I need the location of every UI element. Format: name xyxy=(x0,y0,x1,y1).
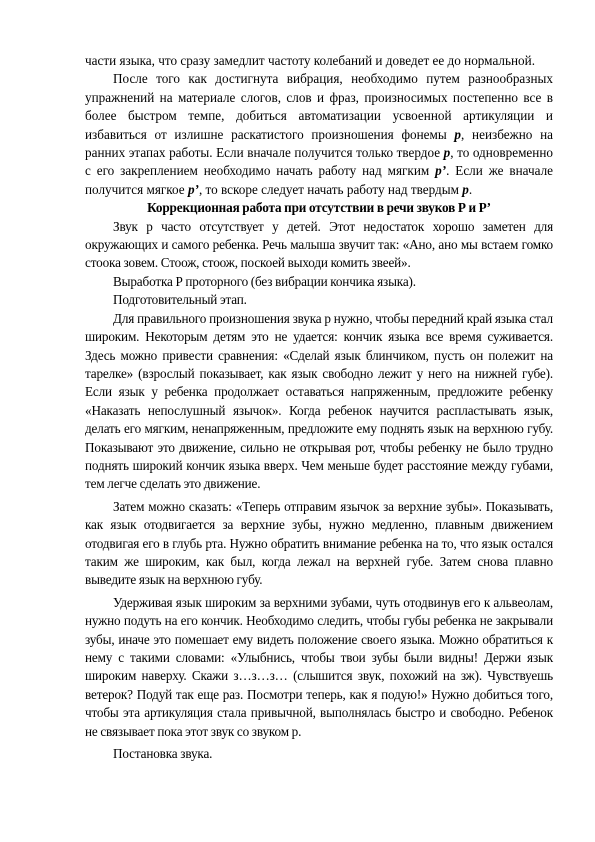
paragraph-continuation: части языка, что сразу замедлит частоту колебаний и доведет ее до нормальной. xyxy=(85,53,536,68)
phoneme-r: р xyxy=(443,145,451,161)
phoneme-r-soft: р’ xyxy=(435,163,447,179)
paragraph-preparatory-stage: Подготовительный этап. xyxy=(113,292,247,308)
phoneme-r: р xyxy=(462,181,469,197)
text-segment: . Если же вначале получится мягкое xyxy=(85,163,554,197)
text-segment: После того как достигнута вибрация, необходимо путем разнообразных упражнений на материале слогов, слов и фраз, произносимых постепенно все в более быстром темпе, добиться автоматизации усвоенной артикуляции и избавиться от излишне раскатистого произношения фонемы xyxy=(85,71,553,142)
text-segment: , то вскоре следует начать работу над твердым xyxy=(198,181,463,197)
paragraph-vibration-automation xyxy=(85,70,553,199)
phoneme-r-soft: р’ xyxy=(187,181,199,197)
phoneme-r: р xyxy=(454,126,462,142)
text-segment: . xyxy=(468,181,473,197)
paragraph-proto-r: Выработка Р проторного (без вибрации кончика языка). xyxy=(113,273,416,289)
paragraph-tongue-behind-teeth: Затем можно сказать: «Теперь отправим язычок за верхние зубы». Показывать, как язык отодвигается за верхние зубы, нужно медленно, плавным движением отодвигая его в глубь рта. Нужно обратить внимание ребенка на то, что язык остался таким же широким, как был, когда лежал на верхней губе. Затем снова плавно выведите язык на верхнюю губу. xyxy=(85,498,553,588)
document-page xyxy=(85,52,553,763)
text-segment: , неизбежно на ранних этапах работы. Если вначале получится только твердое xyxy=(85,126,553,161)
paragraph-sound-setting: Постановка звука. xyxy=(113,746,213,762)
section-title: Коррекционная работа при отсутствии в речи звуков Р и Р’ xyxy=(147,200,491,216)
text-segment: , то одновременно с его закреплением необходимо начать работу над мягким xyxy=(85,145,553,179)
paragraph-blow-on-tip: Удерживая язык широким за верхними зубами, чуть отодвинув его к альвеолам, нужно подуть на его кончик. Необходимо следить, чтобы губы ребенка не закрывали зубы, иначе это помешает ему видеть положение своего языка. Можно обратиться к нему с такими словами: «Улыбнись, чтобы твои зубы были видны! Держи язык широким наверху. Скажи з…з…з… (слышится звук, похожий на зж). Чувствуешь ветерок? Подуй так еще раз. Посмотри теперь, как я подую!» Нужно добиться того, чтобы эта артикуляция стала привычной, выполнялась быстро и свободно. Ребенок не связывает пока этот звук со звуком р. xyxy=(85,594,553,739)
paragraph-absence-description: Звук р часто отсутствует у детей. Этот недостаток хорошо заметен для окружающих и самого ребенка. Речь малыша звучит так: «Ано, ано мы встаем гомко стоока зовем. Стоож, стоож, поскоей выходи комить звеей». xyxy=(85,218,553,271)
paragraph-wide-tongue: Для правильного произношения звука р нужно, чтобы передний край языка стал широким. Некоторым детям это не удается: кончик языка все время суживается. Здесь можно привести сравнения: «Сделай язык блинчиком, пусть он полежит на тарелке» (взрослый показывает, как язык свободно лежит у него на нижней губе). Если язык у ребенка продолжает оставаться напряженным, предложите ребенку «Наказать непослушный язычок». Когда ребенок научится распластывать язык, делать его мягким, ненапряженным, предложите ему поднять язык на верхнюю губу. Показывают это движение, сильно не открывая рот, чтобы ребенку не было трудно поднять широкий кончик языка вверх. Чем меньше будет расстояние между губами, тем легче сделать это движение. xyxy=(85,310,553,492)
